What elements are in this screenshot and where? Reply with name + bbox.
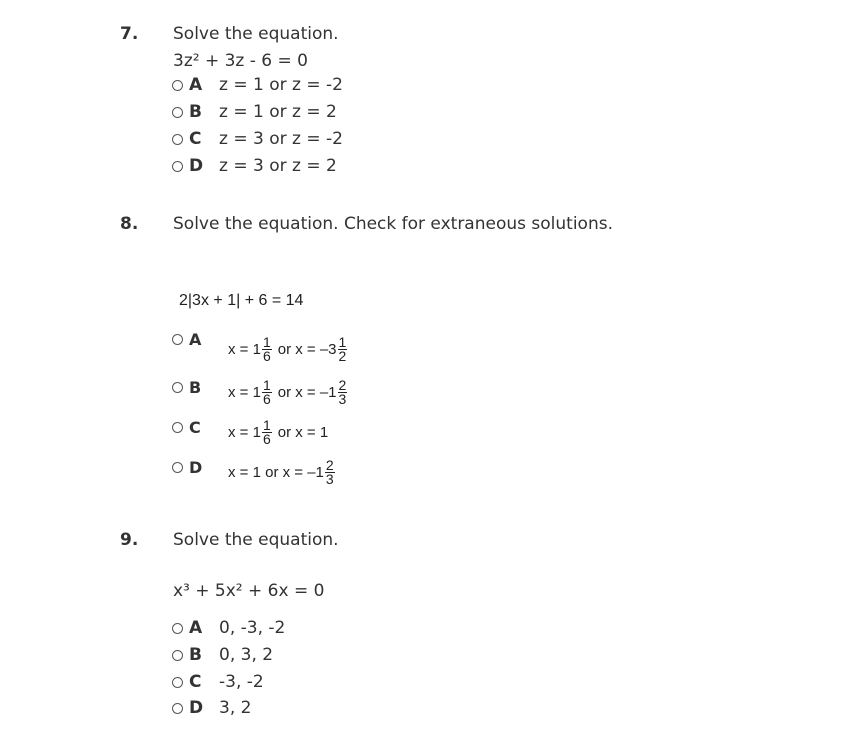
numerator: 2 (325, 457, 334, 473)
question-8-prompt: Solve the equation. Check for extraneous solutions. (173, 214, 613, 234)
option-letter: C (189, 672, 202, 692)
radio-button[interactable] (172, 422, 183, 433)
q9-option-d[interactable] (172, 698, 251, 718)
expr-part: or x = 1 (277, 424, 329, 441)
fraction (325, 459, 335, 486)
option-text: 3, 2 (219, 698, 252, 718)
denominator: 6 (262, 431, 271, 447)
radio-button[interactable] (172, 161, 183, 172)
numerator: 1 (262, 417, 271, 433)
expr-part: x = 1 (228, 341, 261, 358)
radio-button[interactable] (172, 650, 183, 661)
option-letter: D (189, 156, 204, 176)
question-8-number: 8. (120, 214, 139, 234)
radio-button[interactable] (172, 677, 183, 688)
fraction (262, 379, 272, 406)
option-letter: B (189, 377, 202, 397)
radio-button[interactable] (172, 703, 183, 714)
option-letter: B (189, 645, 202, 665)
question-7-equation: 3z² + 3z - 6 = 0 (173, 51, 308, 71)
q7-option-d[interactable] (172, 156, 337, 176)
q7-option-a[interactable] (172, 75, 343, 95)
expr-part: x = 1 or x = –1 (228, 464, 324, 481)
q8-option-c[interactable] (172, 418, 201, 436)
radio-button[interactable] (172, 107, 183, 118)
q7-option-c[interactable] (172, 129, 343, 149)
numerator: 2 (338, 377, 347, 393)
option-text: 0, -3, -2 (219, 618, 286, 638)
denominator: 2 (338, 348, 347, 364)
radio-button[interactable] (172, 80, 183, 91)
q8-option-c-expression (228, 419, 328, 446)
q9-option-b[interactable] (172, 645, 273, 665)
q8-option-a-expression (228, 336, 348, 363)
option-letter: D (189, 457, 203, 477)
expr-part: or x = –1 (277, 384, 337, 401)
expr-part: x = 1 (228, 384, 261, 401)
question-9-equation: x³ + 5x² + 6x = 0 (173, 581, 325, 601)
expr-part: or x = –3 (277, 341, 337, 358)
question-9-prompt: Solve the equation. (173, 530, 339, 550)
numerator: 1 (262, 377, 271, 393)
expr-part: x = 1 (228, 424, 261, 441)
option-text: z = 1 or z = 2 (219, 102, 337, 122)
radio-button[interactable] (172, 334, 183, 345)
option-letter: D (189, 698, 204, 718)
radio-button[interactable] (172, 623, 183, 634)
option-letter: C (189, 417, 201, 437)
radio-button[interactable] (172, 134, 183, 145)
q9-option-c[interactable] (172, 672, 264, 692)
option-text: z = 3 or z = -2 (219, 129, 343, 149)
option-text: z = 1 or z = -2 (219, 75, 343, 95)
q8-option-a[interactable] (172, 330, 201, 348)
fraction (262, 336, 272, 363)
option-letter: B (189, 102, 202, 122)
fraction (262, 419, 272, 446)
numerator: 1 (338, 334, 347, 350)
option-letter: A (189, 75, 203, 95)
q8-option-d-expression (228, 459, 336, 486)
question-8-equation: 2|3x + 1| + 6 = 14 (179, 292, 304, 309)
fraction (338, 379, 348, 406)
q8-option-b[interactable] (172, 378, 201, 396)
question-9-number: 9. (120, 530, 139, 550)
denominator: 6 (262, 348, 271, 364)
q9-option-a[interactable] (172, 618, 285, 638)
denominator: 3 (325, 471, 334, 487)
q8-option-b-expression (228, 379, 348, 406)
radio-button[interactable] (172, 382, 183, 393)
option-text: 0, 3, 2 (219, 645, 274, 665)
denominator: 6 (262, 391, 271, 407)
denominator: 3 (338, 391, 347, 407)
q7-option-b[interactable] (172, 102, 337, 122)
numerator: 1 (262, 334, 271, 350)
option-letter: C (189, 129, 202, 149)
option-text: -3, -2 (219, 672, 264, 692)
fraction (338, 336, 348, 363)
option-letter: A (189, 329, 202, 349)
radio-button[interactable] (172, 462, 183, 473)
option-text: z = 3 or z = 2 (219, 156, 337, 176)
question-7-number: 7. (120, 24, 139, 44)
q8-option-d[interactable] (172, 458, 202, 476)
option-letter: A (189, 618, 203, 638)
question-7-prompt: Solve the equation. (173, 24, 339, 44)
